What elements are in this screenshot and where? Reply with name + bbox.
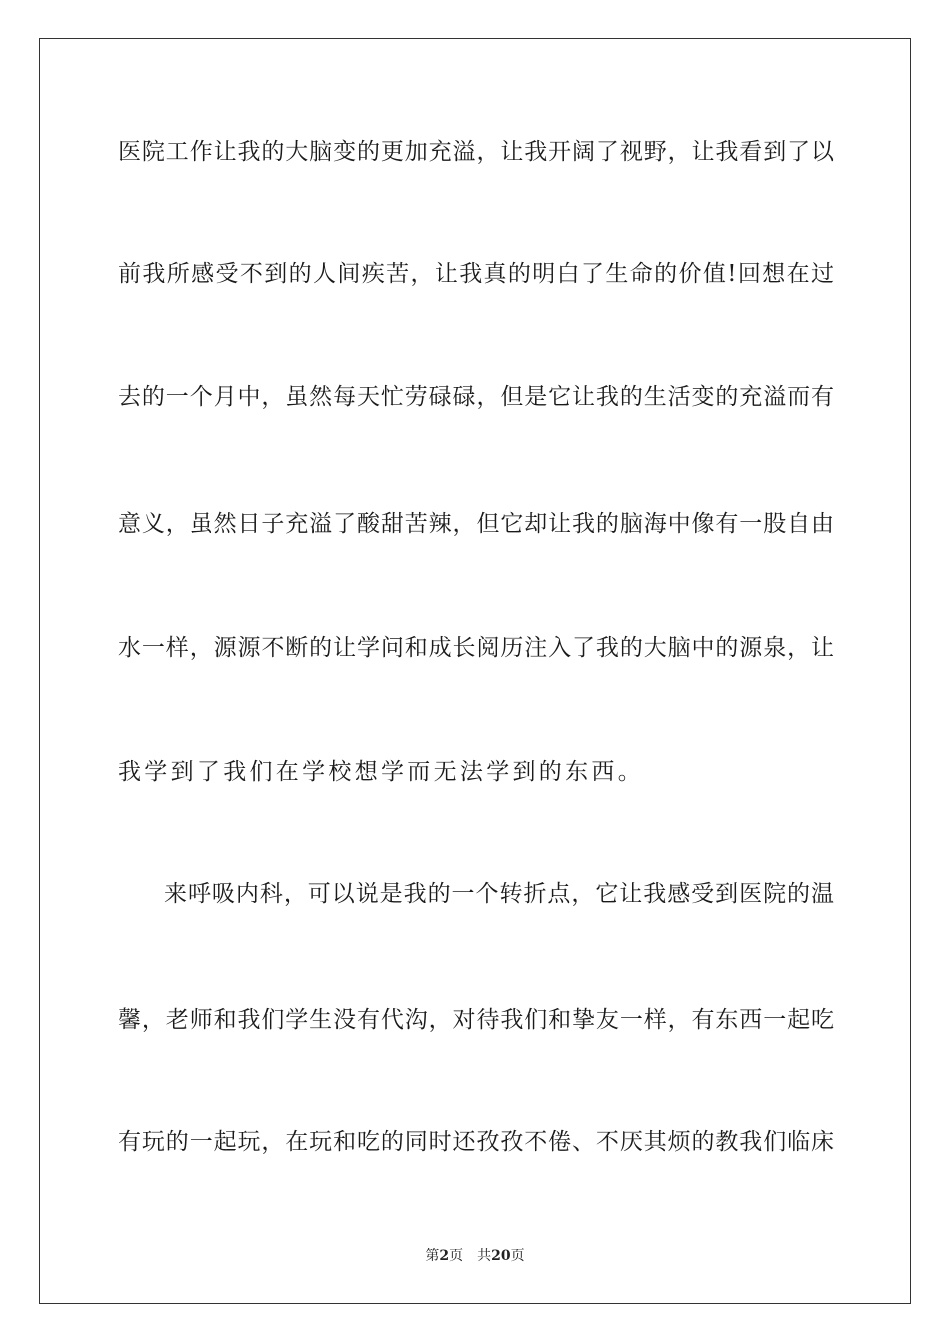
page-prefix: 第 (425, 1248, 440, 1264)
page-number: 2 (439, 1248, 450, 1264)
paragraph-line-3: 去的一个月中，虽然每天忙劳碌碌，但是它让我的生活变的充溢而有 (118, 384, 834, 410)
paragraph-line-7: 来呼吸内科，可以说是我的一个转折点，它让我感受到医院的温 (164, 881, 834, 907)
paragraph-line-8: 馨，老师和我们学生没有代沟，对待我们和挚友一样，有东西一起吃 (118, 1007, 834, 1033)
page-suffix: 页 (449, 1248, 464, 1264)
page-footer (0, 1246, 950, 1266)
paragraph-line-5: 水一样，源源不断的让学问和成长阅历注入了我的大脑中的源泉，让 (118, 635, 834, 661)
paragraph-line-4: 意义，虽然日子充溢了酸甜苦辣，但它却让我的脑海中像有一股自由 (118, 511, 834, 537)
total-pages: 20 (491, 1248, 511, 1264)
paragraph-line-1: 医院工作让我的大脑变的更加充溢，让我开阔了视野，让我看到了以 (118, 139, 834, 165)
paragraph-line-2: 前我所感受不到的人间疾苦，让我真的明白了生命的价值!回想在过 (118, 261, 834, 287)
paragraph-line-6: 我学到了我们在学校想学而无法学到的东西。 (118, 759, 644, 785)
total-suffix: 页 (510, 1248, 525, 1264)
page-border (39, 38, 911, 1304)
paragraph-line-9: 有玩的一起玩，在玩和吃的同时还孜孜不倦、不厌其烦的教我们临床 (118, 1129, 834, 1155)
total-prefix: 共 (477, 1248, 492, 1264)
